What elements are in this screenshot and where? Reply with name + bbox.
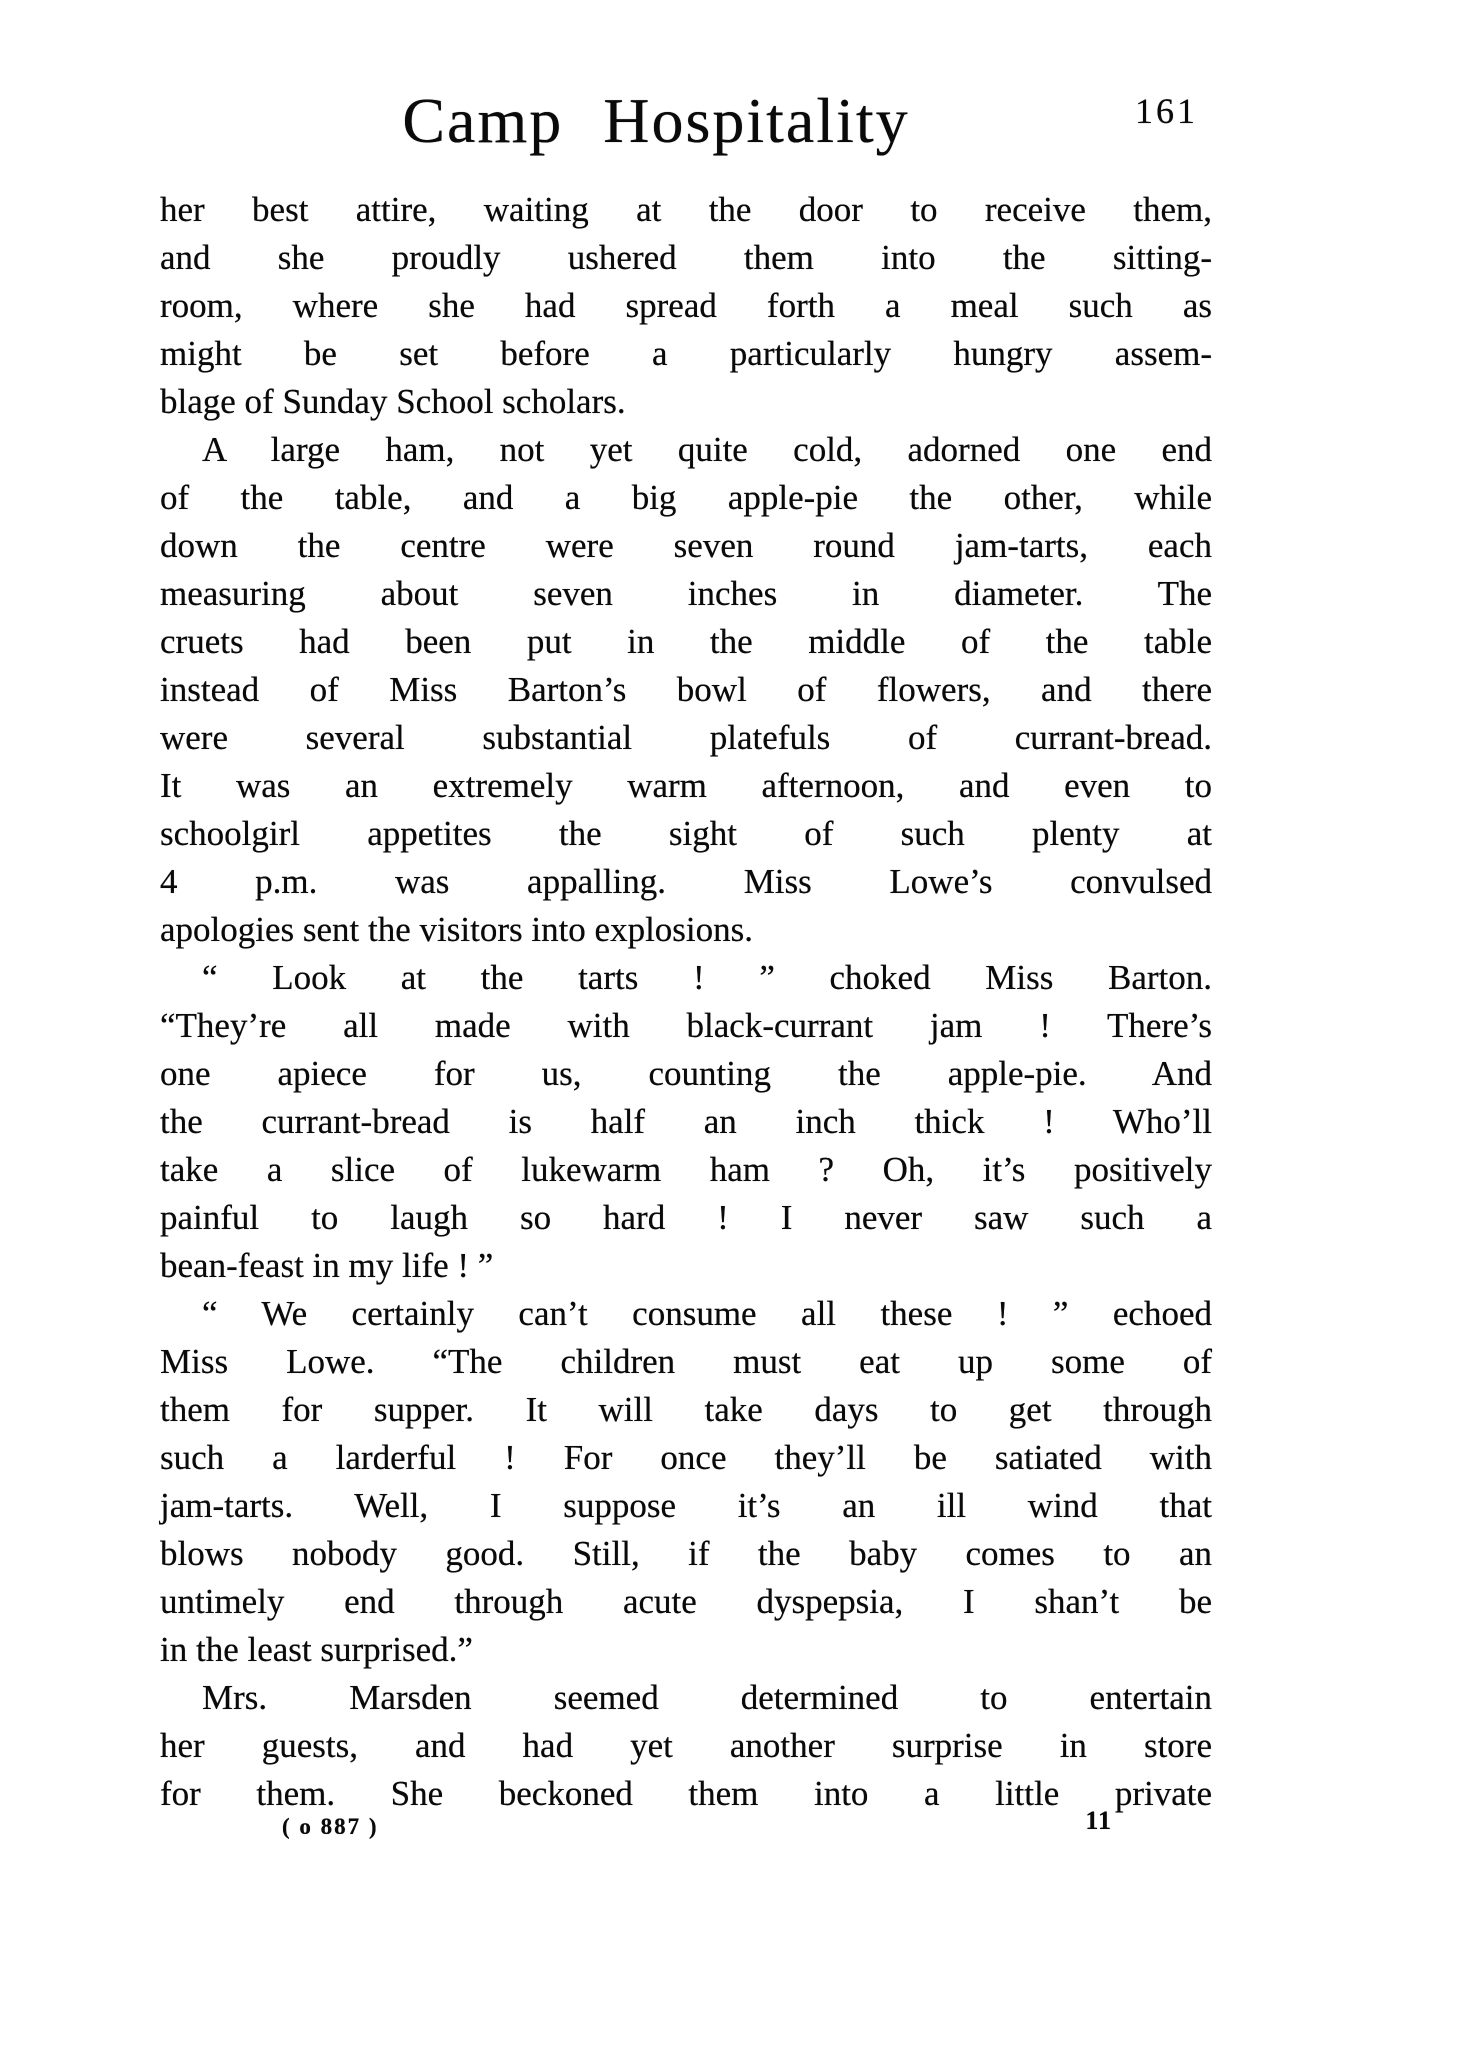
text-line: Miss Lowe. “The children must eat up some of xyxy=(160,1342,1212,1381)
text-line: jam-tarts. Well, I suppose it’s an ill wind that xyxy=(160,1486,1212,1525)
text-line: in the least surprised.” xyxy=(160,1630,473,1669)
text-line: “They’re all made with black-currant jam ! There’s xyxy=(160,1006,1212,1045)
text-line: Mrs. Marsden seemed determined to entertain xyxy=(202,1678,1212,1717)
printer-signature: ( o 887 ) xyxy=(282,1814,379,1839)
page-number: 161 xyxy=(1135,91,1198,131)
text-line: room, where she had spread forth a meal such as xyxy=(160,286,1212,325)
running-head-title: Camp Hospitality xyxy=(402,85,910,156)
text-line: might be set before a particularly hungry assem- xyxy=(160,334,1212,373)
text-line: take a slice of lukewarm ham ? Oh, it’s positively xyxy=(160,1150,1212,1189)
text-line: schoolgirl appetites the sight of such plenty at xyxy=(160,814,1212,853)
body-text xyxy=(160,186,1212,1818)
text-line: instead of Miss Barton’s bowl of flowers, and there xyxy=(160,670,1212,709)
page-footer xyxy=(160,1806,1212,1850)
text-line: bean-feast in my life ! ” xyxy=(160,1246,494,1285)
text-line: blows nobody good. Still, if the baby comes to an xyxy=(160,1534,1212,1573)
text-line: A large ham, not yet quite cold, adorned one end xyxy=(202,430,1212,469)
text-line: and she proudly ushered them into the sitting- xyxy=(160,238,1212,277)
text-line: for them. She beckoned them into a little private xyxy=(160,1774,1212,1813)
text-line: untimely end through acute dyspepsia, I shan’t be xyxy=(160,1582,1212,1621)
text-line: “ We certainly can’t consume all these ! ” echoed xyxy=(202,1294,1212,1333)
text-line: apologies sent the visitors into explosions. xyxy=(160,910,754,949)
text-line: measuring about seven inches in diameter. The xyxy=(160,574,1212,613)
text-line: 4 p.m. was appalling. Miss Lowe’s convulsed xyxy=(160,862,1212,901)
text-line: It was an extremely warm afternoon, and even to xyxy=(160,766,1212,805)
text-line: painful to laugh so hard ! I never saw such a xyxy=(160,1198,1212,1237)
text-line: one apiece for us, counting the apple-pie. And xyxy=(160,1054,1212,1093)
text-line: the currant-bread is half an inch thick ! Who’ll xyxy=(160,1102,1212,1141)
page-header xyxy=(160,76,1212,166)
gathering-number: 11 xyxy=(1085,1806,1112,1835)
text-line: of the table, and a big apple-pie the other, while xyxy=(160,478,1212,517)
text-line: them for supper. It will take days to get through xyxy=(160,1390,1212,1429)
text-line: such a larderful ! For once they’ll be satiated with xyxy=(160,1438,1212,1477)
text-line: her best attire, waiting at the door to receive them, xyxy=(160,190,1212,229)
text-line: were several substantial platefuls of currant-bread. xyxy=(160,718,1212,757)
text-line: blage of Sunday School scholars. xyxy=(160,382,626,421)
text-line: “ Look at the tarts ! ” choked Miss Barton. xyxy=(202,958,1212,997)
text-line: down the centre were seven round jam-tarts, each xyxy=(160,526,1212,565)
text-line: cruets had been put in the middle of the table xyxy=(160,622,1212,661)
text-line: her guests, and had yet another surprise in store xyxy=(160,1726,1212,1765)
